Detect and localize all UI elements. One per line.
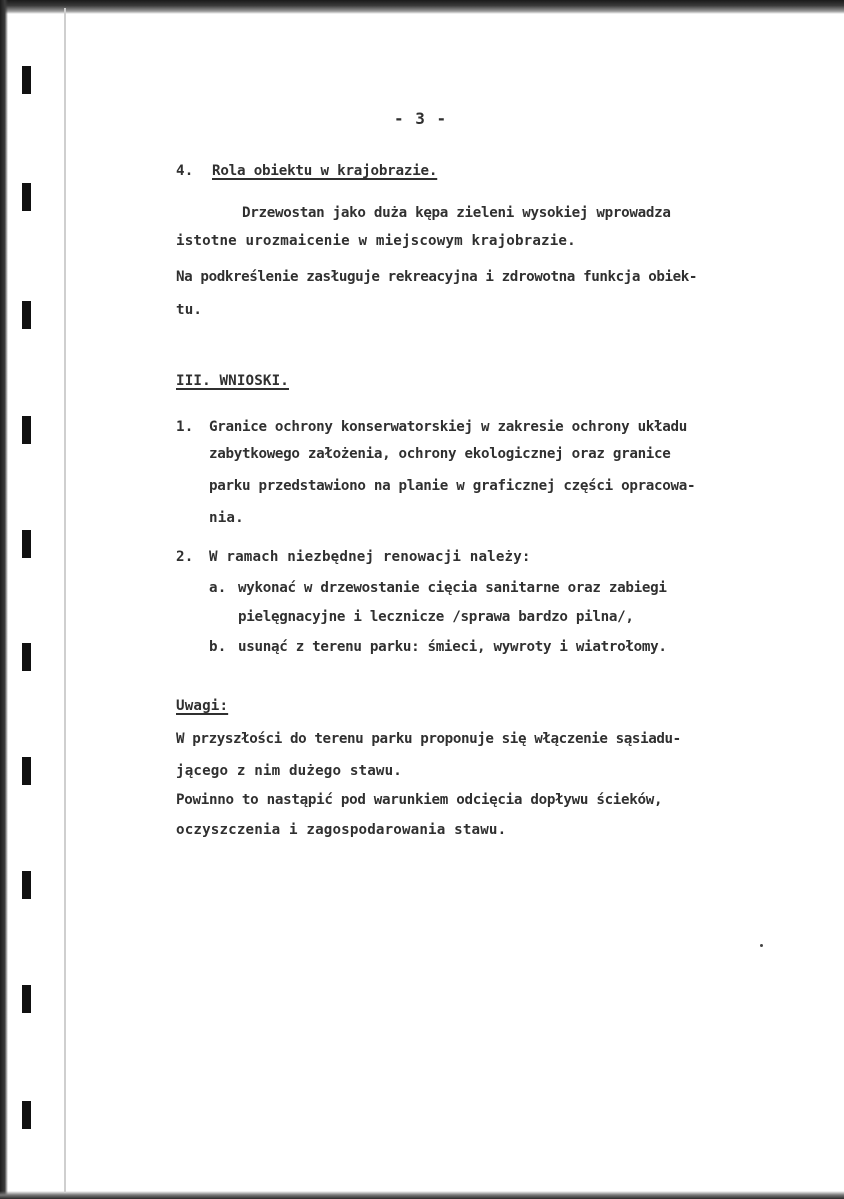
paragraph-line: istotne urozmaicenie w miejscowym krajobrazie. [176,233,576,249]
ink-speck [760,944,763,947]
paragraph-line: tu. [176,302,203,318]
sub-item-line: wykonać w drzewostanie cięcia sanitarne oraz zabiegi [238,580,667,596]
sub-item-line: pielęgnacyjne i lecznicze /sprawa bardzo pilna/, [238,609,634,625]
list-item-line: nia. [209,510,244,526]
remarks-line: jącego z nim dużego stawu. [176,763,402,779]
remarks-line: oczyszczenia i zagospodarowania stawu. [176,822,507,838]
remarks-heading: Uwagi: [176,698,229,714]
section-number: 4. [176,163,194,179]
punch-hole-mark [22,530,31,558]
list-item-line: zabytkowego założenia, ochrony ekologicznej oraz granice [209,446,671,462]
punch-hole-mark [22,871,31,899]
scan-bottom-edge [0,1191,844,1199]
punch-hole-mark [22,643,31,671]
punch-hole-mark [22,301,31,329]
binding-margin-line [64,8,66,1193]
punch-hole-mark [22,183,31,211]
list-item-line: parku przedstawiono na planie w graficznej części opracowa- [209,478,696,494]
conclusions-heading: III. WNIOSKI. [176,373,289,389]
section-heading: Rola obiektu w krajobrazie. [212,163,438,179]
remarks-line: Powinno to nastąpić pod warunkiem odcięcia dopływu ścieków, [176,792,663,808]
page-number: - 3 - [394,109,448,128]
scan-left-edge [0,0,8,1199]
sub-item-marker: a. [209,580,227,596]
sub-item-marker: b. [209,639,227,655]
paragraph-line: Na podkreślenie zasługuje rekreacyjna i zdrowotna funkcja obiek- [176,269,698,285]
list-number: 1. [176,419,194,435]
punch-hole-mark [22,1101,31,1129]
punch-hole-mark [22,66,31,94]
list-number: 2. [176,549,194,565]
list-item-line: Granice ochrony konserwatorskiej w zakresie ochrony układu [209,419,688,435]
sub-item-line: usunąć z terenu parku: śmieci, wywroty i wiatrołomy. [238,639,667,655]
remarks-line: W przyszłości do terenu parku proponuje się włączenie sąsiadu- [176,731,681,747]
punch-hole-mark [22,416,31,444]
list-item-line: W ramach niezbędnej renowacji należy: [209,549,531,565]
paragraph-line: Drzewostan jako duża kępa zieleni wysokiej wprowadza [242,205,671,221]
punch-hole-mark [22,985,31,1013]
punch-hole-mark [22,757,31,785]
scan-top-edge [0,0,844,14]
